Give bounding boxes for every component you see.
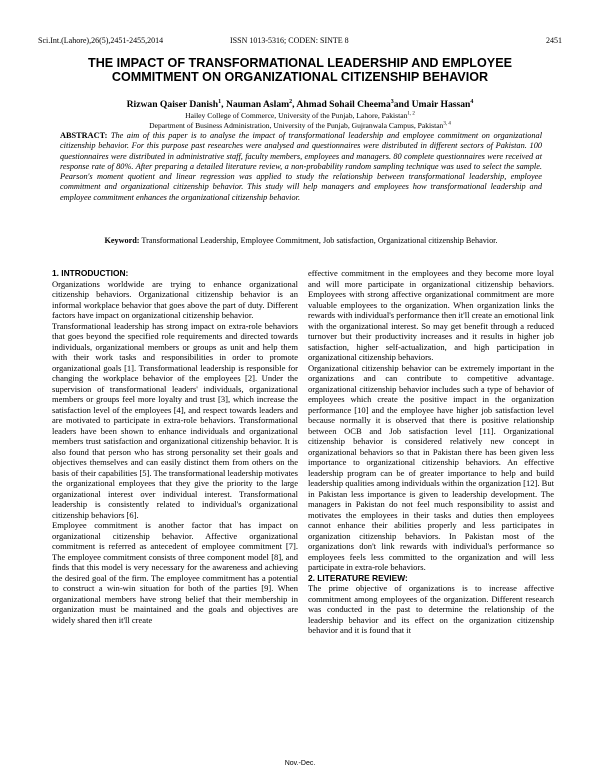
paragraph: Organizations worldwide are trying to enhance organizational citizenship behaviors. Organizational citizenship behavior is an informal workplace behavior that goes above the part of duty. Different factors have impact on organizational citizenship behavior. (52, 278, 298, 320)
author-name: Ahmad Sohail Cheema (296, 99, 391, 111)
section-heading: 2. LITERATURE REVIEW: (308, 572, 408, 583)
author-sup: 3 (390, 99, 394, 105)
keywords-label: Keyword: (104, 236, 140, 245)
author-name: Nauman Aslam (225, 99, 290, 111)
author-sup: 4 (470, 99, 474, 105)
paragraph: Employee commitment is another factor that has impact on organizational citizenship behavior. Affective organizational commitment is referred as antecedent of employee commitment [7]. The employee commitment consists of three component model [8], and finds that this model is very necessary for the awareness and achieving the desired goal of the firm. The employee commitment has a potential to construct a win-win situation for both of the parties [9]. When organizational members have strong belief that their membership in organization must be maintained and the goals and objectives are widely shared then it'll create (52, 520, 298, 625)
abstract-text: The aim of this paper is to analyse the impact of transformational leadership and employee commitment on organizational citizenship behavior. For this purpose past researches were analysed and questionnaires were distributed in different sectors of Pakistan. 100 questionnaires were distributed in administrative staff, faculty members, employees and managers. 80 complete questionnaires were received at response rate of 80%. After preparing a detailed literature review, a non-probability random sampling technique was used to select the sample. Pearson's moment quotient and linear regression was applied to study the relationship between transformational leadership, employee commitment and organizational citizenship behavior. This study will help managers and employees how transformational leadership and employee commitment enhances the organizational citizenship behavior. (60, 131, 543, 202)
affiliation-text: Hailey College of Commerce, University of the Punjab, Lahore, Pakistan (185, 111, 408, 120)
page-footer: Nov.-Dec. (284, 760, 316, 767)
keywords-text: Transformational Leadership, Employee Commitment, Job satisfaction, Organizational citizenship Behavior. (141, 236, 498, 245)
issn-coden: ISSN 1013-5316; CODEN: SINTE 8 (230, 36, 349, 45)
paragraph: Organizational citizenship behavior can be extremely important in the organizations and can contribute to competitive advantage. organizational citizenship behavior includes such a type of behavior of employees which create the positive impact in the organization performance [10] and the employee have higher job satisfaction level because normally it is observed that there is positive relationship between OCB and Job satisfaction level [11]. Organizational citizenship behavior is considered relatively new concept in organizational behaviors so that in Pakistan there has been given less importance to organizational citizenship behaviors. An effective leadership program can be of greater importance to help and build leadership qualities among individuals within the organization [12]. But in Pakistan less importance is given to leadership development. The managers in Pakistan do not feel much responsibility to assist and motivates the employees in their tasks and duties then employees cannot enhance their abilities properly and less participates in organization citizenship behaviors. In Pakistan most of the organizations don't link rewards with individual's performance so employees feels less committed to the organization and will less participate in extra-role behaviors. (308, 362, 554, 572)
affiliation-text: Department of Business Administration, University of the Punjab, Gujranwala Campus, Pakistan (149, 121, 444, 130)
left-column (52, 268, 298, 625)
paragraph: Transformational leadership has strong impact on extra-role behaviors that goes beyond the specified role requirements and directed towards individuals, organizational members or groups as unit and help them with their work tasks and responsibilities in order to promote organizational goals [1]. Transformational leadership is responsible for changing the workplace behavior of the employees [2]. Under the supervision of transformational leaders' individuals, organizational members or groups feel more loyalty and trust [3], which increase the satisfaction level of the employees [4], and respect towards leaders and are motivated to participate in extra-role behaviors. Transformational leaders have been shown to enhance individuals and organizational members trust satisfaction and organizational citizenship behavior. It is also found that person who has strong personality set their goals and objectives themselves and can easily distinct them from others on the basis of their capabilities [5]. The transformational leadership motivates the organizational employees that they give the priority to the large organizational interest over individual interest. Transformational leadership is consistently related to individual's organizational citizenship behaviors [6]. (52, 320, 298, 520)
right-column (308, 268, 554, 636)
affiliation (40, 121, 560, 130)
author-list: Rizwan Qaiser Danish$^1$, Nauman Aslam$^2$, Ahmad Sohail Cheema$^3$and Umair Hassan$^4$ (126, 99, 474, 111)
abstract-label: ABSTRACT: (60, 131, 108, 140)
paragraph: The prime objective of organizations is to increase affective commitment among employees of the organization. Different research was conducted in the past to determine the relationship of the leadership behavior and its effect on the organization citizenship behavior and it is found that it (308, 583, 554, 635)
affiliation-sup: 3, 4 (443, 121, 451, 127)
author-sup: 2 (289, 99, 293, 105)
author-name: Rizwan Qaiser Danish (126, 99, 219, 111)
author-sup: 1 (218, 99, 222, 105)
affiliation-sup: 1, 2 (407, 111, 415, 117)
page-number: 2451 (546, 36, 562, 45)
journal-citation: Sci.Int.(Lahore),26(5),2451-2455,2014 (38, 36, 164, 45)
section-heading: 1. INTRODUCTION: (52, 268, 129, 278)
paper-title: THE IMPACT OF TRANSFORMATIONAL LEADERSHIP AND EMPLOYEE COMMITMENT ON ORGANIZATIONAL CITIZENSHIP BEHAVIOR (88, 56, 512, 84)
affiliation (40, 111, 560, 120)
running-header (38, 36, 562, 48)
paragraph: effective commitment in the employees and they become more loyal and will more participate in organizational citizenship behaviors. Employees with strong affective organizational commitment are more valuable employees to the organization. When organization links the rewards with individual's performance then it'll create an emotional link with the organizational interest. So may get benefit through a reduced turnover but their productivity increases and it results in higher job satisfaction, higher self-actualization, and high participation in organizational citizenship behaviors. (308, 268, 554, 362)
author-name: Umair Hassan (411, 99, 471, 111)
abstract (60, 131, 542, 203)
keywords (60, 236, 542, 246)
